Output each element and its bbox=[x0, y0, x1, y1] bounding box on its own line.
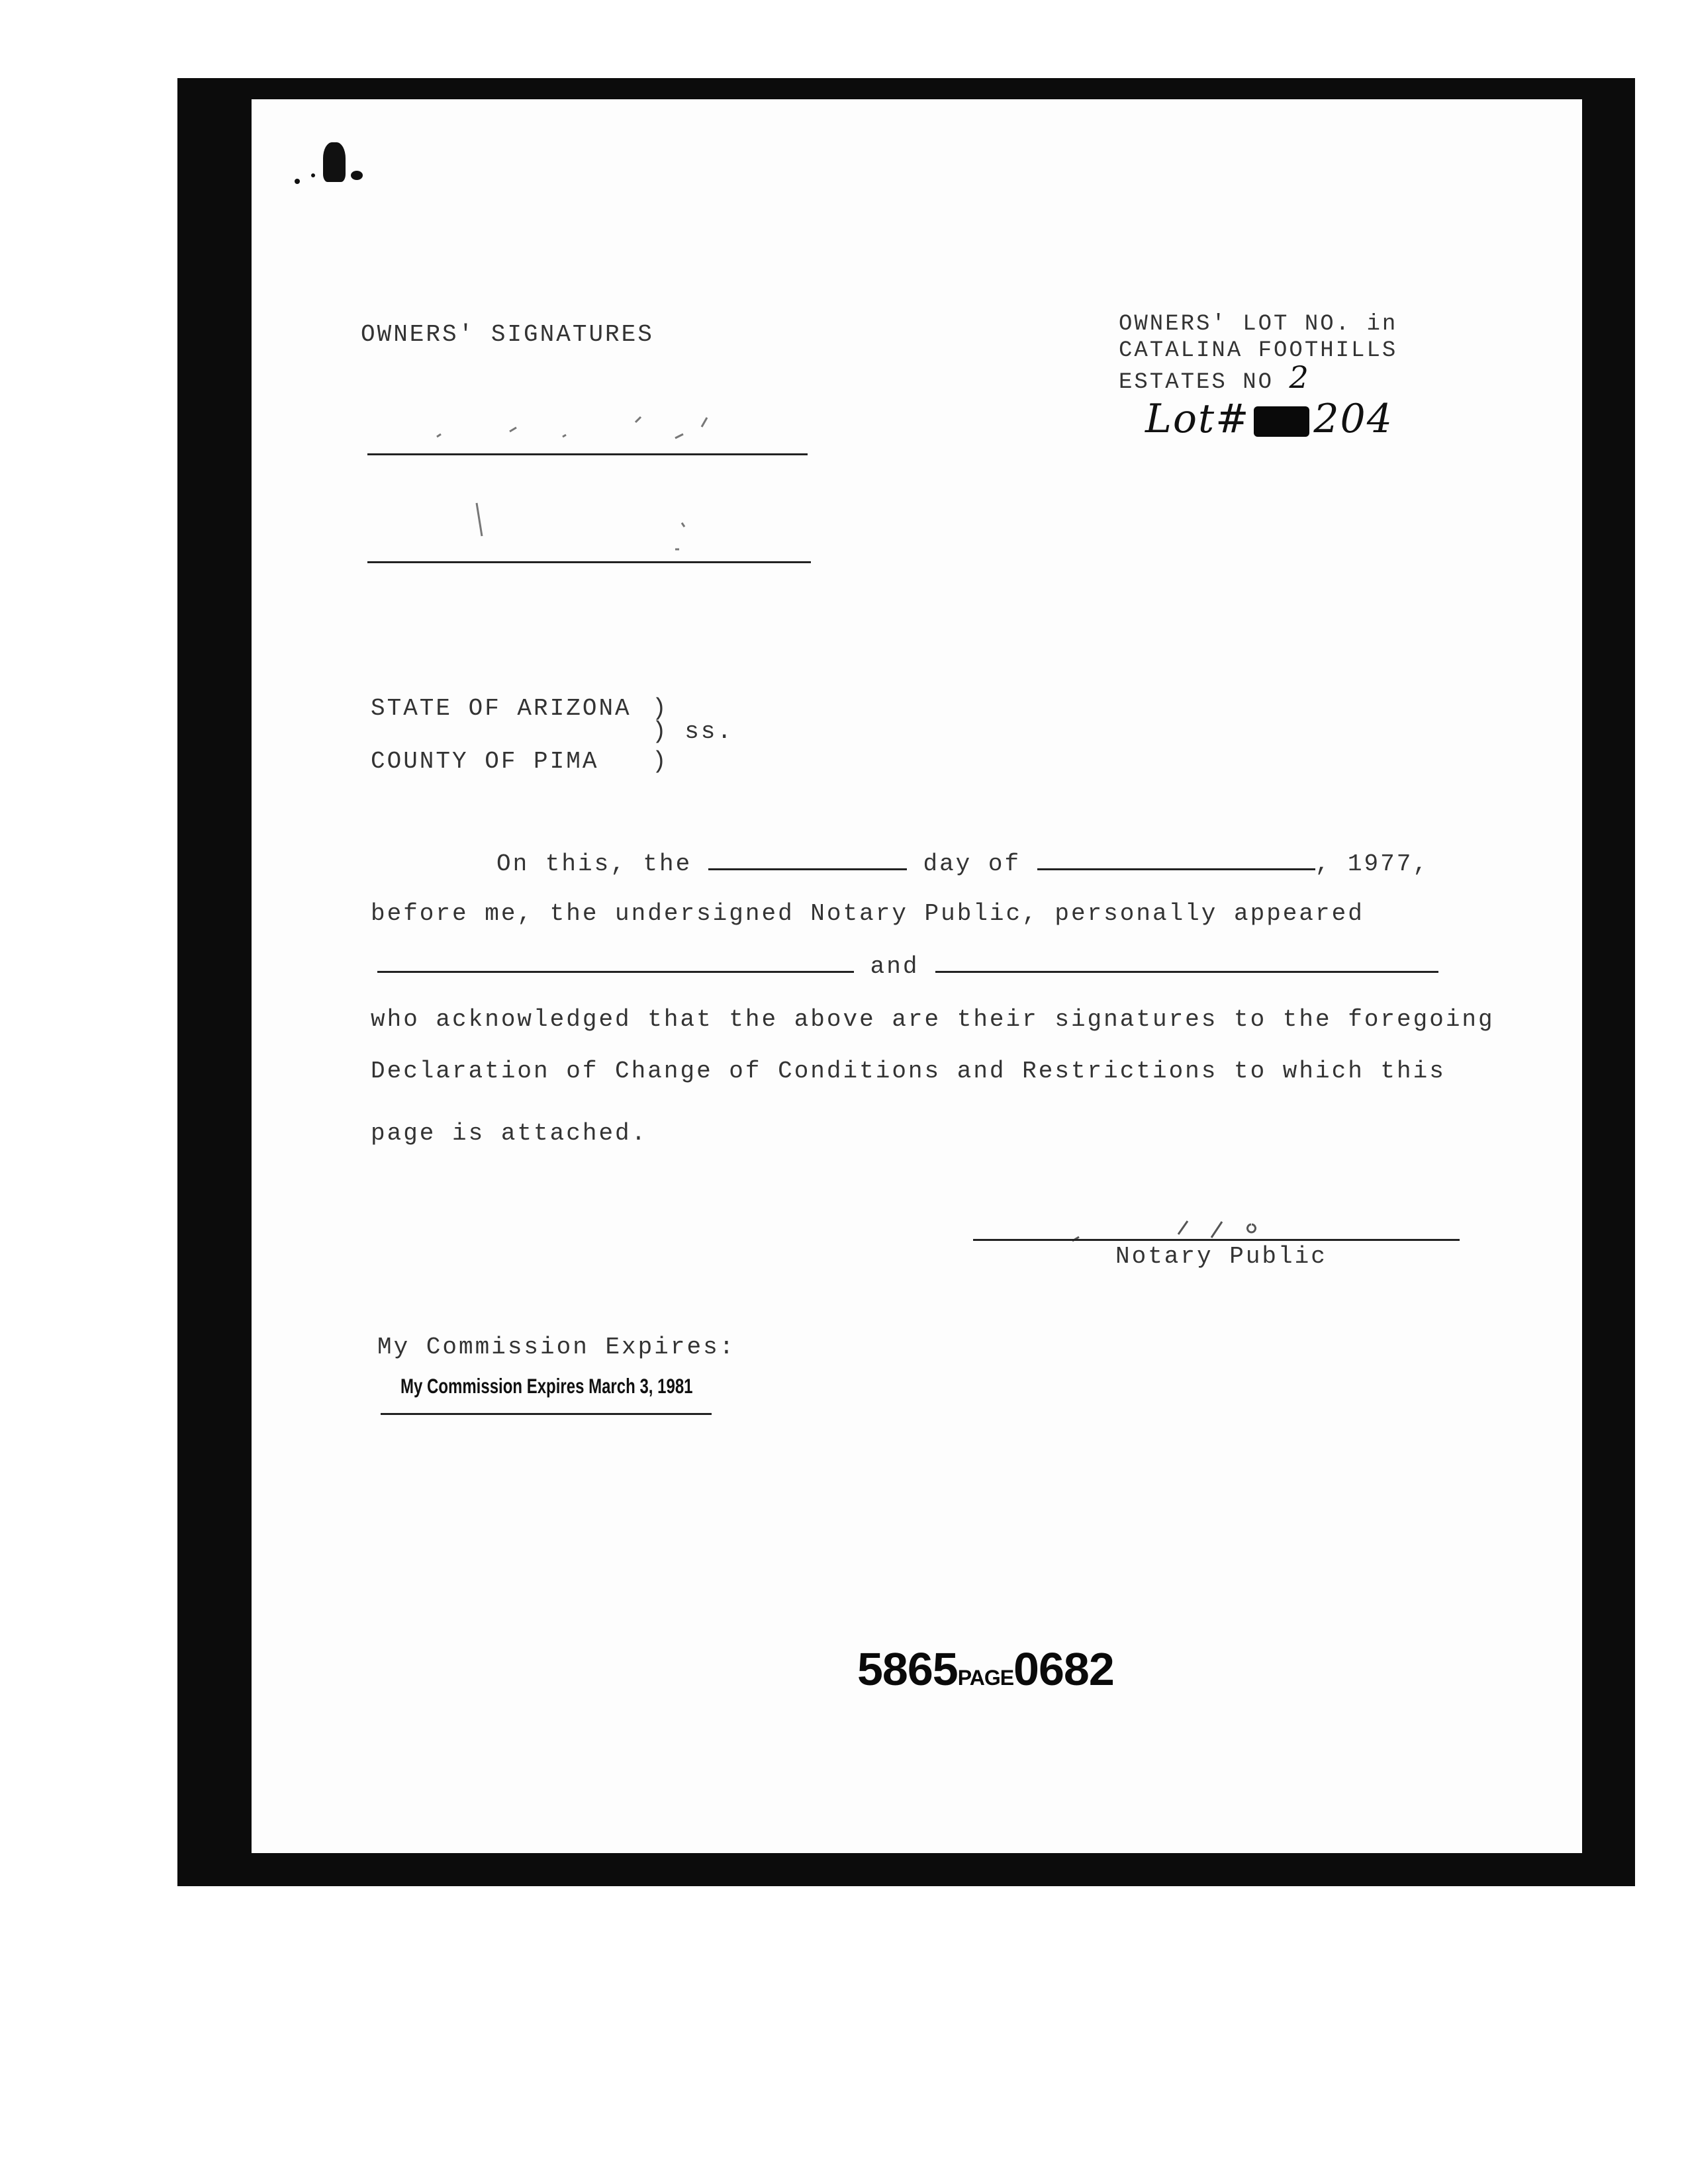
day-prefix: On this, the bbox=[496, 850, 692, 878]
notary-line-6: page is attached. bbox=[371, 1120, 648, 1147]
notary-line-3 bbox=[377, 953, 1438, 980]
redaction-mark bbox=[1254, 406, 1309, 437]
faint-signature-1 bbox=[397, 390, 794, 457]
state-label: STATE OF ARIZONA bbox=[371, 695, 632, 722]
ss-label: ) ss. bbox=[652, 718, 734, 745]
lot-number: 204 bbox=[1313, 396, 1393, 442]
faint-signature-2 bbox=[450, 496, 847, 563]
page-word: PAGE bbox=[957, 1666, 1014, 1690]
lot-block bbox=[1119, 311, 1397, 396]
notary-line-2: before me, the undersigned Notary Public, personally appeared bbox=[371, 900, 1364, 927]
page-number: 0682 bbox=[1013, 1643, 1114, 1695]
month-blank bbox=[1037, 868, 1315, 870]
book-page-stamp bbox=[857, 1643, 1114, 1696]
appearer-2-blank bbox=[935, 971, 1438, 973]
handwritten-lot-number bbox=[1145, 396, 1393, 442]
paren: ) bbox=[652, 695, 669, 722]
scan-speck bbox=[351, 171, 363, 180]
scan-speck bbox=[311, 173, 315, 177]
year-label: , 1977, bbox=[1315, 850, 1429, 878]
county-label: COUNTY OF PIMA bbox=[371, 748, 599, 775]
owners-signatures-heading: OWNERS' SIGNATURES bbox=[361, 321, 654, 348]
commission-line bbox=[381, 1413, 712, 1415]
paren: ) bbox=[652, 748, 669, 775]
notary-public-label: Notary Public bbox=[1115, 1243, 1327, 1270]
notary-line-1 bbox=[496, 850, 1429, 878]
lot-line-3-text: ESTATES NO bbox=[1119, 370, 1274, 395]
scan-speck bbox=[323, 142, 346, 182]
lot-line-1: OWNERS' LOT NO. in bbox=[1119, 312, 1398, 337]
lot-line-3 bbox=[1119, 359, 1397, 396]
notary-line-5: Declaration of Change of Conditions and Restrictions to which this bbox=[371, 1058, 1446, 1085]
estates-number: 2 bbox=[1289, 359, 1311, 395]
and-label: and bbox=[870, 953, 919, 980]
scan-speck bbox=[295, 179, 300, 184]
commission-stamp: My Commission Expires March 3, 1981 bbox=[400, 1375, 693, 1398]
notary-line-4: who acknowledged that the above are their signatures to the foregoing bbox=[371, 1006, 1495, 1033]
book-number: 5865 bbox=[857, 1643, 958, 1695]
lot-hash-label: Lot# bbox=[1145, 396, 1250, 442]
notary-signature-line bbox=[973, 1239, 1460, 1241]
day-blank bbox=[708, 868, 907, 870]
commission-label: My Commission Expires: bbox=[377, 1334, 736, 1361]
day-of-label: day of bbox=[923, 850, 1021, 878]
appearer-1-blank bbox=[377, 971, 854, 973]
lot-line-2: CATALINA FOOTHILLS bbox=[1119, 338, 1398, 363]
